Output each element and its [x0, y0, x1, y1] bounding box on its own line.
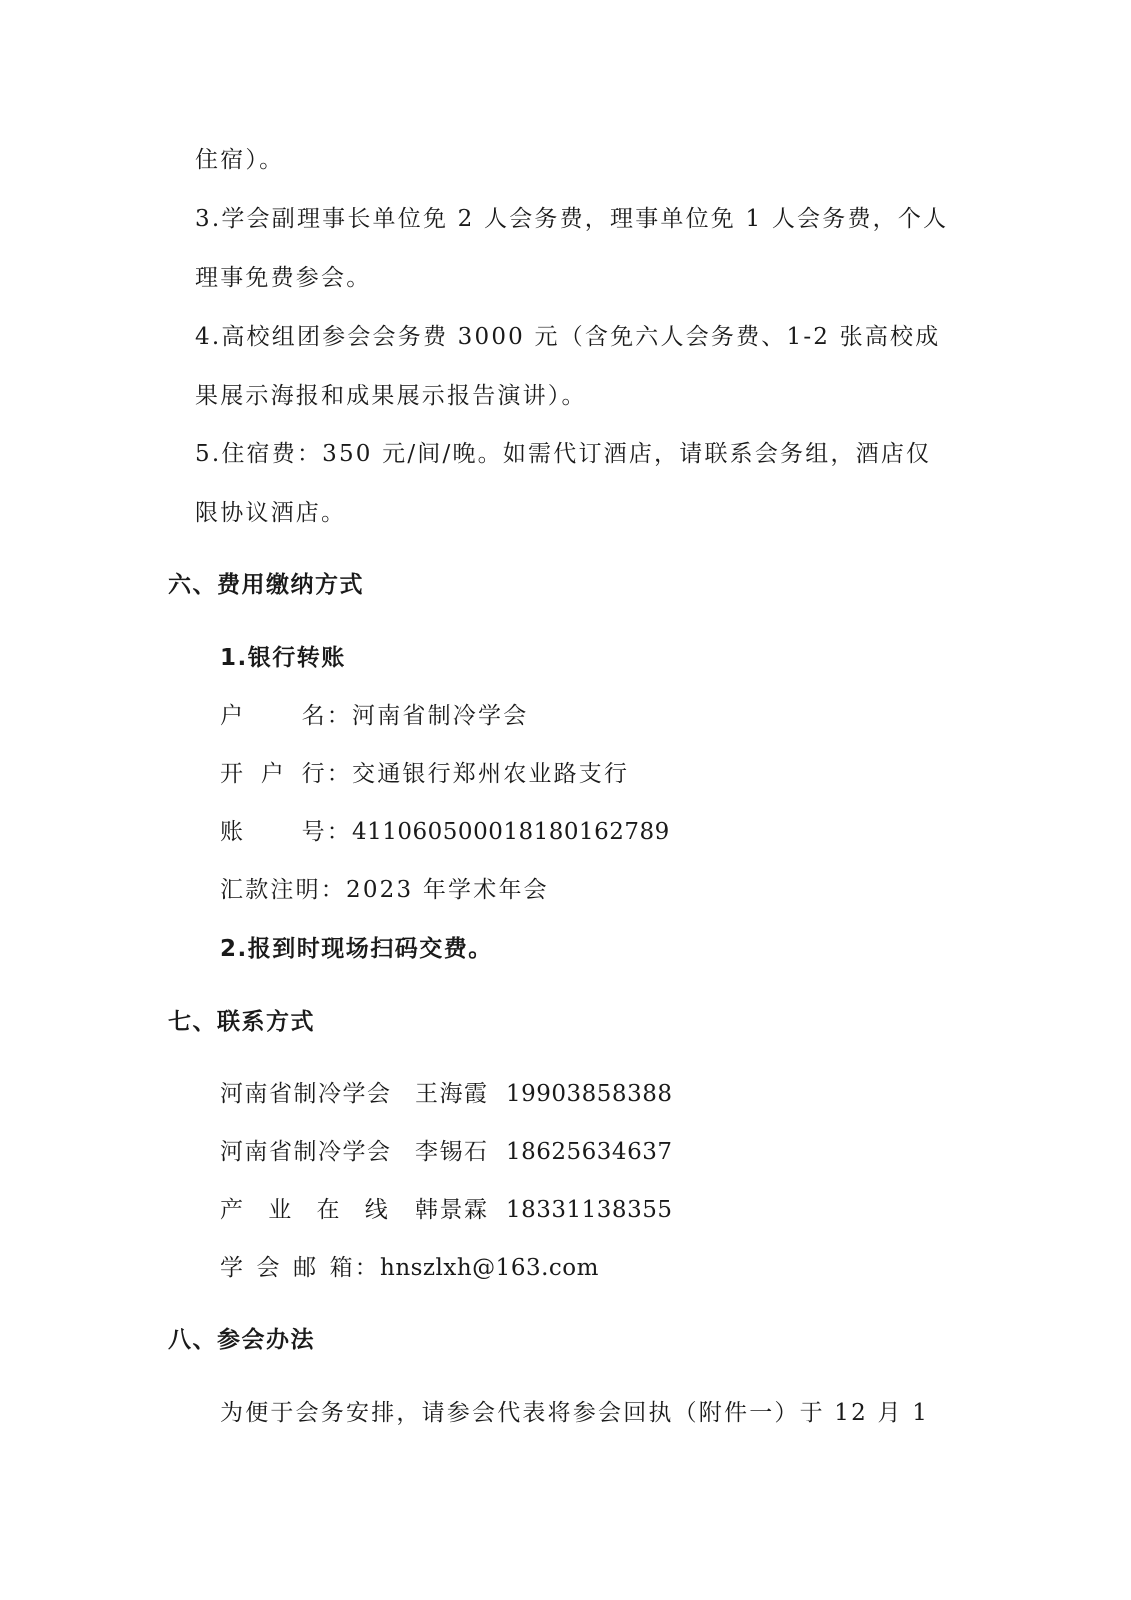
account-number-value: 411060500018180162789	[352, 819, 670, 845]
account-name-value: 河南省制冷学会	[352, 703, 529, 729]
remark-row	[220, 874, 549, 906]
fee-item-3-line-1: 3.学会副理事长单位免 2 人会务费，理事单位免 1 人会务费，个人	[195, 206, 949, 232]
fee-item-3-line-2: 理事免费参会。	[195, 265, 372, 291]
bank-label: 开 户 行：	[220, 761, 352, 787]
contact-org: 河南省制冷学会	[220, 1139, 392, 1165]
account-number-row	[220, 816, 670, 848]
section-heading-contact: 七、联系方式	[168, 1009, 315, 1035]
section-heading-payment: 六、费用缴纳方式	[168, 572, 364, 598]
fee-item-4-line-1: 4.高校组团参会会务费 3000 元（含免六人会务费、1-2 张高校成	[195, 324, 941, 350]
fee-item-5-line-2: 限协议酒店。	[195, 500, 347, 526]
fee-item-4-line-2: 果展示海报和成果展示报告演讲）。	[195, 383, 587, 409]
contact-phone: 18625634637	[506, 1139, 673, 1165]
contact-row	[220, 1194, 672, 1226]
remark-value: 2023 年学术年会	[346, 877, 549, 903]
contact-phone: 18331138355	[506, 1197, 673, 1223]
contact-org: 河南省制冷学会	[220, 1081, 392, 1107]
email-label: 学 会 邮 箱：	[220, 1255, 380, 1281]
fees-continuation: 住宿）。	[195, 147, 285, 173]
attendance-paragraph: 为便于会务安排，请参会代表将参会回执（附件一）于 12 月 1	[220, 1400, 930, 1426]
account-number-label: 账 号：	[220, 819, 352, 845]
bank-value: 交通银行郑州农业路支行	[352, 761, 630, 787]
email-row	[220, 1252, 599, 1284]
payment-method-1: 1.银行转账	[220, 645, 346, 671]
contact-name: 李锡石	[415, 1139, 489, 1165]
contact-name: 王海霞	[415, 1081, 489, 1107]
payment-method-2: 2.报到时现场扫码交费。	[220, 936, 493, 962]
contact-row	[220, 1136, 672, 1168]
contact-org: 产 业 在 线	[220, 1197, 390, 1223]
contact-phone: 19903858388	[506, 1081, 673, 1107]
account-name-row	[220, 700, 528, 732]
fee-item-5-line-1: 5.住宿费：350 元/间/晚。如需代订酒店，请联系会务组，酒店仅	[195, 441, 932, 467]
bank-row	[220, 758, 629, 790]
remark-label: 汇款注明：	[220, 877, 346, 903]
contact-row	[220, 1078, 672, 1110]
email-value: hnszlxh@163.com	[380, 1255, 599, 1281]
section-heading-attendance: 八、参会办法	[168, 1327, 315, 1353]
account-name-label: 户 名：	[220, 703, 352, 729]
contact-name: 韩景霖	[415, 1197, 489, 1223]
